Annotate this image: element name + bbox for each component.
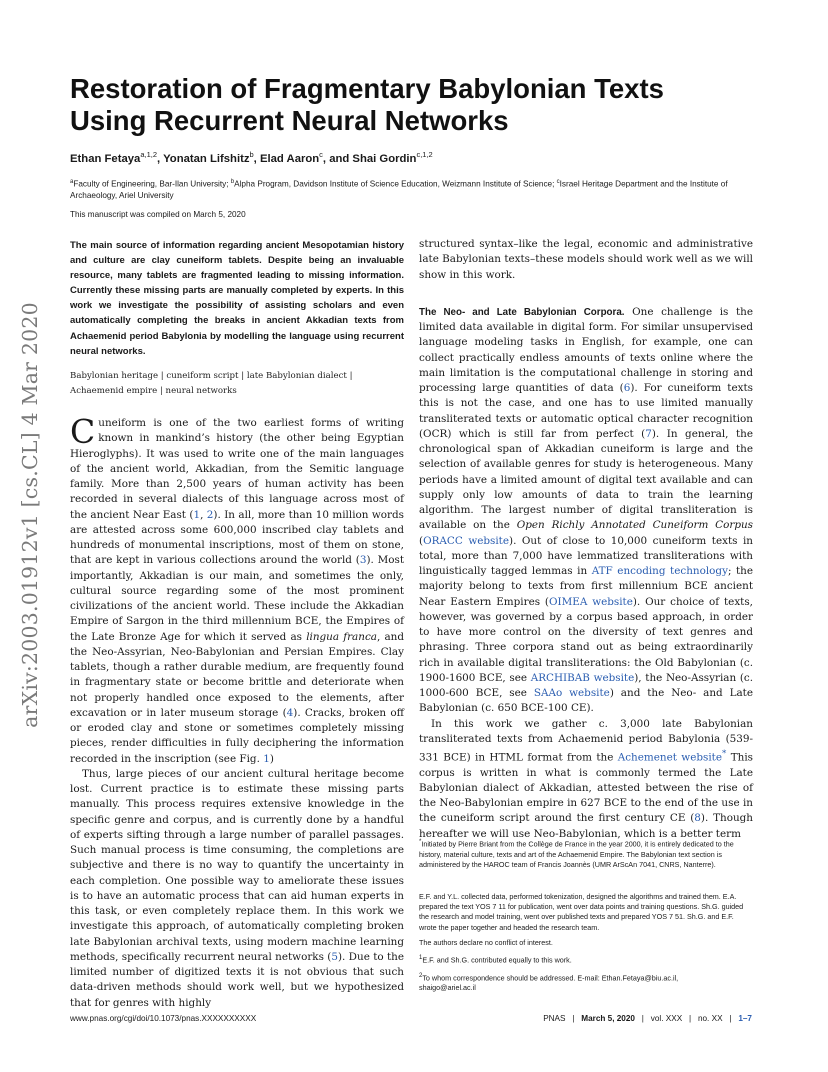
oracc-website-link[interactable]: ORACC website (423, 534, 510, 547)
doi-url: www.pnas.org/cgi/doi/10.1073/pnas.XXXXXXXXXX (70, 1014, 257, 1023)
author-name: Yonatan Lifshitz (163, 152, 250, 165)
achemenet-website-link[interactable]: Achemenet website (617, 751, 722, 764)
title-line-2: Using Recurrent Neural Networks (70, 105, 509, 136)
keywords: Babylonian heritage | cuneiform script | late Babylonian dialect | Achaemenid empire | neural networks (70, 371, 353, 397)
body-paragraph: Thus, large pieces of our ancient cultural heritage become lost. Current practice is to estimate these missing parts manually. This process requires extensive knowledge in the specific genre and corpus, and is currently done by a handful of experts sifting through a large number of parallel passages. Such manual process is time consuming, the completions are subjective and there is no way to quantify the uncertainty in each completion. One possible way to ameliorate these issues is to have an automatic process that can aid human experts in this task, or even completely replace them. In this work we investigate this approach, of automatically completing broken late Babylonian archival texts, using modern machine learning methods, specifically recurrent neural networks (5). Due to the limited number of digitized texts it is not obvious that such data-driven methods should work well, but we hypothesized that for genres with highly (70, 767, 405, 1009)
author-affiliation-mark: c,1,2 (416, 150, 433, 159)
author-affiliation-mark: b (249, 150, 254, 159)
abstract: The main source of information regarding ancient Mesopotamian history and culture are clay cuneiform tablets. Despite being an invaluable resource, many tablets are fragmented leading to missing information. Currently these missing parts are manually completed by experts. In this work we investigate the possibility of assisting scholars and even automatically completing the breaks in ancient Akkadian texts from Achaemenid period Babylonia by modelling the language using recurrent neural networks. (70, 240, 404, 357)
body-paragraph: In this work we gather c. 3,000 late Babylonian transliterated texts from Achaemenid period Babylonia (539-331 BCE) in HTML format from the Achemenet website* This corpus is written in what is commonly termed the Late Babylonian dialect of Akkadian, attested between the rise of the Neo-Babylonian empire in 627 BCE to the end of the use in the cuneiform script around the first century CE (8). Though hereafter we will use Neo-Babylonian, which is a better term (419, 717, 753, 840)
section-heading: The Neo- and Late Babylonian Corpora. (419, 306, 625, 318)
drop-cap: C (70, 412, 96, 451)
footnote-mark[interactable]: * (721, 749, 727, 759)
citation-link[interactable]: 1 (193, 508, 201, 521)
author-affiliation-mark: c (319, 150, 323, 159)
saao-website-link[interactable]: SAAo website (533, 687, 610, 699)
figure-link[interactable]: 1 (263, 752, 270, 765)
compiled-date: This manuscript was compiled on March 5, 2020 (70, 210, 246, 219)
affiliations: $^a$Faculty of Engineering, Bar-Ilan University; $^b$Alpha Program, Davidson Institute of Science Education, Weizmann Institute of Science; $^c$Israel Heritage Department and the Institute of Archaeology, Ariel University (70, 179, 728, 200)
citation-link[interactable]: 8 (694, 812, 701, 825)
intro-paragraph: Cuneiform is one of the two earliest forms of writing known in mankind’s history (the other being Egyptian Hieroglyphs). It was used to write one of the main languages of the ancient world, Akkadian, from the Semitic language family. More than 2,500 years of human activity has been recorded in several dialects of this language across most of the ancient Near East (1, 2). In all, more than 10 million words are attested across some 600,000 inscribed clay tablets and hundreds of monumental inscriptions, most of them on stone, that are kept in various collections around the world (3). Most importantly, Akkadian is our main, and sometimes the only, cultural source regarding some of the most prominent civilizations of the ancient world. These include the Akkadian Empire of Sargon in the third millennium BCE, the Empires of the Late Bronze Age for which it served as lingua franca, and the Neo-Assyrian, Neo-Babylonian and Persian Empires. Clay tablets, though a rather durable medium, are frequently found in fragmentary state or become brittle and deteriorate when not properly handled once exposed to the elements, after excavation or in later museum storage (4). Cracks, broken off or eroded clay and stone or sometimes completely missing pieces, render difficulties in fully deciphering the information recorded in the inscription (see Fig. 1) (70, 412, 405, 765)
page-footer: PNAS | March 5, 2020 | vol. XXX | no. XX | 1–7 (543, 1014, 752, 1023)
corpora-section: The Neo- and Late Babylonian Corpora. One challenge is the limited data available in digital form. For similar unsupervised language modeling tasks in English, for example, one can collect practically endless amounts of texts online where the main limitation is the computational challenge in storing and processing large quantities of data (6). For cuneiform texts this is not the case, and one has to use limited manually transliterated texts or automatic optical character recognition (OCR) which is still far from perfect (7). In general, the chronological span of Akkadian cuneiform is large and the selection of available genres for study is heterogeneous. Many periods have a limited amount of digital text available and can supply only low amounts of data to train the learning algorithm. The largest number of digital transliteration is available on the Open Richly Annotated Cuneiform Corpus (ORACC website). Out of close to 10,000 cuneiform texts in total, more than 7,000 have lemmatized transliterations with linguistically tagged lemmas in ATF encoding technology; the majority belong to texts from first millennium BCE ancient Near Eastern Empires (OIMEA website). Our choice of texts, however, was governed by a corpus based approach, in order to have more control on the diversity of text genres and phrasing. Three corpora stand out as being extraordinarily rich in available digital transliterations: the Old Babylonian (c. 1900-1600 BCE, see ARCHIBAB website), the Neo-Assyrian (c. 1000-600 BCE, see SAAo website) and the Neo- and Late Babylonian (c. 650 BCE-100 CE). (419, 305, 754, 715)
author-affiliation-mark: a,1,2 (140, 150, 158, 159)
atf-encoding-link[interactable]: ATF encoding technology (591, 565, 728, 577)
arxiv-identifier: arXiv:2003.01912v1 [cs.CL] 4 Mar 2020 (18, 302, 42, 728)
author-list: Ethan Fetaya$^{a,1,2}$, Yonatan Lifshitz$^b$, Elad Aaron$^c$, and Shai Gordin$^{c,1,2}$ (70, 150, 433, 165)
archibab-website-link[interactable]: ARCHIBAB website (530, 671, 635, 684)
citation-link[interactable]: 4 (286, 706, 294, 719)
correspondence-note: $^2$To whom correspondence should be addressed. E-mail: Ethan.Fetaya@biu.ac.il, shaigo@ariel.ac.il (419, 972, 679, 993)
title-line-1: Restoration of Fragmentary Babylonian Texts (70, 73, 664, 104)
left-column-body (70, 412, 405, 1011)
citation-link[interactable]: 6 (623, 382, 631, 394)
citation-link[interactable]: 3 (359, 554, 367, 567)
contribution-statement: E.F. and Y.L. collected data, performed tokenization, designed the algorithms and trained them. E.A. prepared the text YOS 7 11 for publication, went over data points and training questions. Sh.G. guided the research and model training, went over published texts and prepared YOS 7 51. Sh.G. and E.F. wrote the paper together and headed the research team. (419, 892, 744, 932)
author-name: Shai Gordin (352, 152, 417, 165)
author-name: Elad Aaron (259, 152, 320, 165)
footnote: *Initiated by Pierre Briant from the Collège de France in the year 2000, it is entirely dedicated to the history, material culture, texts and art of the Achaemenid Empire. The Babylonian text section is administered by the HAROC team of Francis Joannès (UMR ArScAn 7041, CNRS, Nanterre). (419, 839, 734, 870)
citation-link[interactable]: 2 (206, 508, 214, 521)
oimea-website-link[interactable]: OIMEA website (548, 595, 633, 608)
conflict-statement: The authors declare no conflict of interest. (419, 937, 553, 947)
paper-title (70, 73, 710, 137)
author-contributions (419, 892, 753, 998)
citation-link[interactable]: 7 (645, 427, 652, 440)
right-column-body (419, 237, 753, 842)
citation-link[interactable]: 5 (331, 950, 338, 963)
page-numbers: 1–7 (738, 1014, 752, 1023)
author-name: Ethan Fetaya (70, 152, 141, 165)
body-paragraph: structured syntax–like the legal, economic and administrative late Babylonian texts–these models should work well as we will show in this work. (419, 238, 753, 281)
equal-contribution-note: $^1$E.F. and Sh.G. contributed equally to this work. (419, 955, 572, 965)
